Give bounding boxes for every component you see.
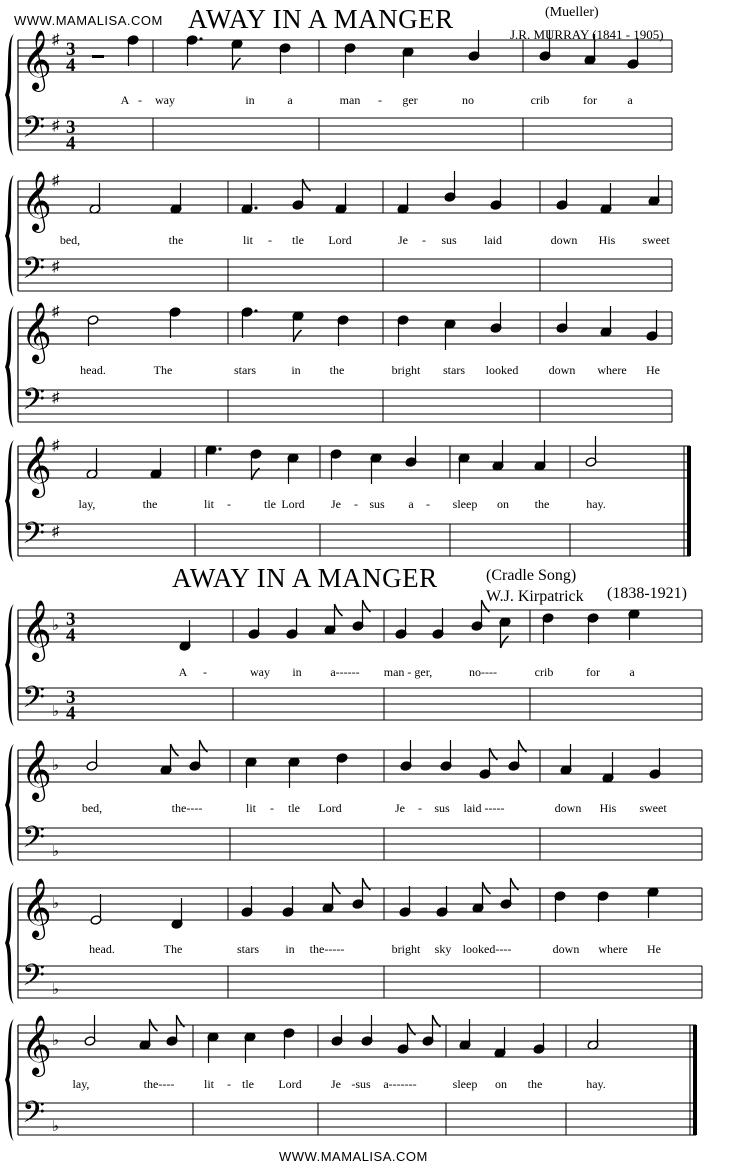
system-1-lyric-syllable: a xyxy=(287,93,293,107)
system-4-note-1 xyxy=(86,448,98,479)
system-8-note-9 xyxy=(397,1023,415,1054)
system-2-lyric-syllable: sweet xyxy=(642,233,670,247)
system-2-treble-clef: 𝄞 xyxy=(21,173,52,230)
system-4-lyric-syllable: Lord xyxy=(281,497,305,511)
system-5-note-9 xyxy=(499,617,511,648)
system-2-note-5 xyxy=(335,183,347,214)
system-7-note-4 xyxy=(282,886,294,917)
system-2-note-9 xyxy=(556,179,568,210)
system-8-lyric-syllable: tle xyxy=(242,1077,254,1091)
system-6-lyric-syllable: His xyxy=(599,801,617,815)
system-6-lyric-syllable: tle xyxy=(288,801,300,815)
system-7-note-9 xyxy=(472,882,490,913)
system-8-brace xyxy=(5,1019,14,1141)
system-8-lyric-syllable: lay, xyxy=(72,1077,90,1091)
system-4-note-4 xyxy=(250,449,262,480)
system-1-lyric-syllable: no xyxy=(462,93,474,107)
system-1-note-6 xyxy=(402,47,414,78)
system-3-note-6 xyxy=(397,315,409,346)
system-2-lyric-syllable: the xyxy=(168,233,184,247)
system-4-note-3 xyxy=(205,445,222,476)
system-6-lyric-syllable: - xyxy=(418,801,422,815)
system-4-note-9 xyxy=(458,453,470,484)
system-5-bass-time-signature-top: 3 xyxy=(66,687,76,708)
system-8-lyric-syllable: a------- xyxy=(383,1077,417,1091)
system-6-note-12 xyxy=(602,752,614,783)
system-5-note-11 xyxy=(587,613,599,644)
system-5-bass-key-signature: ♭ xyxy=(52,704,60,720)
system-7-note-3 xyxy=(241,886,253,917)
system-8-note-4 xyxy=(207,1032,219,1063)
system-2-bass-clef: 𝄢 xyxy=(22,252,46,292)
system-5-note-4 xyxy=(324,604,342,635)
system-2-note-3 xyxy=(241,183,258,214)
system-3-note-4 xyxy=(292,311,304,342)
system-7-lyric-syllable: The xyxy=(163,942,183,956)
system-4-lyric-syllable: - xyxy=(354,497,358,511)
system-3-note-5 xyxy=(337,315,349,346)
system-2-note-2 xyxy=(170,183,182,214)
system-7-note-5 xyxy=(322,882,340,913)
system-7-note-2 xyxy=(171,898,183,929)
system-8-note-6 xyxy=(283,1028,295,1059)
system-3-lyric-syllable: He xyxy=(646,363,660,377)
note-dot xyxy=(254,309,257,312)
system-7-note-8 xyxy=(436,886,448,917)
system-7-lyric-syllable: looked---- xyxy=(462,942,512,956)
system-6-note-8 xyxy=(440,740,452,771)
system-1-note-5 xyxy=(344,43,356,74)
system-4-treble-key-signature: ♯ xyxy=(52,438,60,454)
song-2-tune: (Cradle Song) xyxy=(486,567,577,584)
system-3-lyric-syllable: where xyxy=(597,363,627,377)
system-4-lyric-syllable: a xyxy=(408,497,414,511)
system-6-treble-clef: 𝄞 xyxy=(21,742,52,799)
system-5-note-2 xyxy=(248,608,260,639)
system-2-lyric-syllable: lit xyxy=(242,233,254,247)
system-1-bass-clef: 𝄢 xyxy=(22,111,46,151)
system-4-note-8 xyxy=(405,436,417,467)
system-6-lyric-syllable: sweet xyxy=(639,801,667,815)
system-5-lyric-syllable: for xyxy=(586,665,600,679)
system-5-treble-time-signature-top: 3 xyxy=(66,609,76,630)
system-5-note-5 xyxy=(352,600,370,631)
system-1-treble-time-signature-bottom: 4 xyxy=(66,55,76,76)
system-4-note-11 xyxy=(534,440,546,471)
system-4-lyric-syllable: sleep xyxy=(452,497,478,511)
system-6-treble-key-signature: ♭ xyxy=(52,758,60,774)
system-1-lyric-syllable: for xyxy=(583,93,597,107)
system-1-lyric-syllable: - xyxy=(138,93,142,107)
song-2-years: (1838-1921) xyxy=(607,585,687,602)
system-4-note-2 xyxy=(150,448,162,479)
system-1-bass-key-signature: ♯ xyxy=(52,118,60,134)
system-1-treble-time-signature-top: 3 xyxy=(66,39,76,60)
system-6-lyric-syllable: down xyxy=(554,801,582,815)
system-3-bass-clef: 𝄢 xyxy=(22,383,46,423)
system-8-lyric-syllable: Je xyxy=(331,1077,341,1091)
system-5-treble-clef: 𝄞 xyxy=(21,602,52,659)
system-2-lyric-syllable: - xyxy=(422,233,426,247)
site-url-bottom[interactable]: WWW.MAMALISA.COM xyxy=(279,1149,428,1164)
system-7-lyric-syllable: bright xyxy=(391,942,421,956)
system-5-lyric-syllable: A xyxy=(178,665,188,679)
system-2-note-10 xyxy=(600,183,612,214)
system-6-note-6 xyxy=(336,753,348,784)
system-8-lyric-syllable: the xyxy=(527,1077,543,1091)
system-3-note-1 xyxy=(87,315,99,346)
system-8-lyric-syllable: - xyxy=(227,1077,231,1091)
system-2-lyric-syllable: laid xyxy=(484,233,502,247)
system-8-lyric-syllable: hay. xyxy=(586,1077,606,1091)
system-7-lyric-syllable: down xyxy=(552,942,580,956)
system-5-note-6 xyxy=(395,608,407,639)
system-1-bass-time-signature-bottom: 4 xyxy=(66,133,76,154)
system-6-note-10 xyxy=(508,740,526,771)
system-3-treble-key-signature: ♯ xyxy=(52,304,60,320)
system-1-brace xyxy=(5,34,14,156)
system-7-note-7 xyxy=(399,886,411,917)
system-7-lyric-syllable: where xyxy=(598,942,628,956)
system-4-bass-key-signature: ♯ xyxy=(52,524,60,540)
system-5-treble-time-signature-bottom: 4 xyxy=(66,625,76,646)
system-1-lyric-syllable: way xyxy=(155,93,175,107)
system-7-lyric-syllable: head. xyxy=(89,942,115,956)
system-8-bass-clef: 𝄢 xyxy=(22,1096,46,1136)
system-4-lyric-syllable: lit xyxy=(203,497,215,511)
system-5-note-12 xyxy=(628,609,640,640)
system-2-lyric-syllable: tle xyxy=(292,233,304,247)
system-1-lyric-syllable: - xyxy=(378,93,382,107)
system-1-note-2 xyxy=(186,35,203,66)
system-3-lyric-syllable: the xyxy=(329,363,345,377)
system-8-bass-key-signature: ♭ xyxy=(52,1119,60,1135)
system-8-note-12 xyxy=(494,1027,506,1058)
system-8-note-11 xyxy=(459,1019,471,1050)
system-7-lyric-syllable: stars xyxy=(237,942,259,956)
system-8-final-thick-barline xyxy=(693,1025,697,1135)
system-7-bass-key-signature: ♭ xyxy=(52,982,60,998)
system-7-treble-key-signature: ♭ xyxy=(52,896,60,912)
system-8-treble-clef: 𝄞 xyxy=(21,1017,52,1074)
system-5-lyric-syllable: crib xyxy=(534,665,554,679)
system-6-lyric-syllable: - xyxy=(270,801,274,815)
system-4-lyric-syllable: on xyxy=(497,497,509,511)
system-4-note-7 xyxy=(370,453,382,484)
system-2-note-11 xyxy=(648,175,660,206)
system-4-note-6 xyxy=(330,449,342,480)
system-6-note-3 xyxy=(189,740,207,771)
system-1-note-1 xyxy=(127,35,139,66)
system-5-bass-clef: 𝄢 xyxy=(22,681,46,721)
system-3-brace xyxy=(5,306,14,428)
system-1-lyric-syllable: in xyxy=(245,93,255,107)
system-3-treble-clef: 𝄞 xyxy=(21,304,52,361)
system-1-note-10 xyxy=(627,38,639,69)
system-7-lyric-syllable: in xyxy=(285,942,295,956)
system-6-lyric-syllable: laid ----- xyxy=(463,801,505,815)
system-2-note-4 xyxy=(292,179,310,210)
system-5-note-1 xyxy=(179,620,191,651)
system-7-note-1 xyxy=(90,894,102,925)
system-6-note-11 xyxy=(560,744,572,775)
system-1-lyric-syllable: man xyxy=(339,93,361,107)
system-2-lyric-syllable: Je xyxy=(398,233,408,247)
system-1-lyric-syllable: A xyxy=(120,93,130,107)
system-4-final-thick-barline xyxy=(687,446,691,556)
note-dot xyxy=(254,206,257,209)
system-3-note-9 xyxy=(556,302,568,333)
system-1-note-3 xyxy=(231,39,243,70)
system-4-brace xyxy=(5,440,14,562)
system-7-note-10 xyxy=(500,878,518,909)
system-4-lyric-syllable: the xyxy=(142,497,158,511)
system-5-lyric-syllable: a------ xyxy=(330,665,360,679)
system-8-lyric-syllable: the---- xyxy=(143,1077,175,1091)
system-7-brace xyxy=(5,882,14,1004)
system-6-lyric-syllable: lit xyxy=(245,801,257,815)
system-7-note-6 xyxy=(352,878,370,909)
system-3-note-7 xyxy=(444,319,456,350)
system-3-lyric-syllable: looked xyxy=(485,363,519,377)
system-1-note-7 xyxy=(468,30,480,61)
note-dot xyxy=(199,37,202,40)
system-7-bass-clef: 𝄢 xyxy=(22,959,46,999)
system-3-lyric-syllable: stars xyxy=(234,363,256,377)
system-5-lyric-syllable: way xyxy=(250,665,270,679)
system-5-treble-key-signature: ♭ xyxy=(52,618,60,634)
system-4-lyric-syllable: sus xyxy=(369,497,385,511)
system-5-note-3 xyxy=(286,608,298,639)
system-2-brace xyxy=(5,175,14,297)
note-dot xyxy=(218,447,221,450)
system-6-brace xyxy=(5,744,14,866)
system-1-lyric-syllable: ger xyxy=(402,93,418,107)
system-4-lyric-syllable: tle xyxy=(264,497,276,511)
system-2-lyric-syllable: bed, xyxy=(59,233,81,247)
system-5-lyric-syllable: no---- xyxy=(469,665,497,679)
system-7-note-13 xyxy=(647,887,659,918)
system-3-lyric-syllable: in xyxy=(291,363,301,377)
system-5-lyric-syllable: man - ger, xyxy=(383,665,433,679)
system-7-lyric-syllable: sky xyxy=(434,942,452,956)
system-2-note-6 xyxy=(397,183,409,214)
system-8-note-3 xyxy=(166,1015,184,1046)
system-8-note-10 xyxy=(422,1015,440,1046)
system-8-note-13 xyxy=(533,1023,545,1054)
system-8-lyric-syllable: Lord xyxy=(278,1077,302,1091)
system-6-lyric-syllable: bed, xyxy=(81,801,103,815)
system-4-lyric-syllable: Je xyxy=(331,497,341,511)
system-6-lyric-syllable: sus xyxy=(434,801,450,815)
system-8-note-1 xyxy=(84,1015,96,1046)
system-1-half-rest xyxy=(92,55,104,58)
system-4-note-10 xyxy=(492,440,504,471)
system-8-treble-key-signature: ♭ xyxy=(52,1033,60,1049)
system-6-note-2 xyxy=(160,744,178,775)
system-1-note-9 xyxy=(584,34,596,65)
system-8-lyric-syllable: lit xyxy=(203,1077,215,1091)
system-6-lyric-syllable: the---- xyxy=(171,801,203,815)
song-1-composer: J.R. MURRAY (1841 - 1905) xyxy=(510,27,664,42)
system-4-note-5 xyxy=(287,453,299,484)
system-6-note-9 xyxy=(479,748,497,779)
system-4-lyric-syllable: - xyxy=(227,497,231,511)
system-5-lyric-syllable: in xyxy=(292,665,302,679)
system-2-lyric-syllable: His xyxy=(598,233,616,247)
system-7-note-12 xyxy=(597,891,609,922)
system-2-treble-key-signature: ♯ xyxy=(52,173,60,189)
system-6-bass-clef: 𝄢 xyxy=(22,821,46,861)
system-2-lyric-syllable: - xyxy=(268,233,272,247)
system-2-note-7 xyxy=(444,171,456,202)
system-3-note-10 xyxy=(600,306,612,337)
system-4-lyric-syllable: the xyxy=(534,497,550,511)
system-3-lyric-syllable: stars xyxy=(443,363,465,377)
system-6-note-5 xyxy=(288,757,300,788)
song-2-composer: W.J. Kirpatrick xyxy=(486,588,584,605)
system-7-lyric-syllable: the----- xyxy=(309,942,345,956)
system-6-lyric-syllable: Je xyxy=(395,801,405,815)
system-4-lyric-syllable: hay. xyxy=(586,497,606,511)
system-6-note-7 xyxy=(400,740,412,771)
system-3-note-8 xyxy=(490,302,502,333)
site-url-top[interactable]: WWW.MAMALISA.COM xyxy=(14,13,163,28)
song-1-tune: (Mueller) xyxy=(545,5,599,20)
system-3-lyric-syllable: bright xyxy=(391,363,421,377)
system-7-lyric-syllable: He xyxy=(647,942,661,956)
system-4-bass-clef: 𝄢 xyxy=(22,517,46,557)
system-8-note-14 xyxy=(587,1019,599,1050)
system-8-lyric-syllable: on xyxy=(495,1077,507,1091)
system-8-lyric-syllable: -sus xyxy=(351,1077,371,1091)
system-1-bass-time-signature-top: 3 xyxy=(66,117,76,138)
system-3-lyric-syllable: down xyxy=(548,363,576,377)
system-2-lyric-syllable: Lord xyxy=(328,233,352,247)
system-2-note-8 xyxy=(490,179,502,210)
system-5-bass-time-signature-bottom: 4 xyxy=(66,703,76,724)
system-5-lyric-syllable: - xyxy=(203,665,207,679)
system-5-lyric-syllable: a xyxy=(629,665,635,679)
system-3-note-2 xyxy=(169,307,181,338)
song-1-title: AWAY IN A MANGER xyxy=(188,4,454,34)
system-5-note-10 xyxy=(542,613,554,644)
system-1-treble-key-signature: ♯ xyxy=(52,32,60,48)
system-1-note-4 xyxy=(279,43,291,74)
system-8-note-5 xyxy=(244,1032,256,1063)
system-6-lyric-syllable: Lord xyxy=(318,801,342,815)
system-6-bass-key-signature: ♭ xyxy=(52,844,60,860)
system-7-note-11 xyxy=(554,891,566,922)
system-5-brace xyxy=(5,604,14,726)
system-5-note-7 xyxy=(432,608,444,639)
song-2-title: AWAY IN A MANGER xyxy=(172,563,438,593)
system-4-treble-clef: 𝄞 xyxy=(21,438,52,495)
system-3-note-11 xyxy=(646,310,658,341)
system-7-treble-clef: 𝄞 xyxy=(21,880,52,937)
system-3-lyric-syllable: The xyxy=(153,363,173,377)
system-8-note-2 xyxy=(139,1019,157,1050)
system-4-lyric-syllable: - xyxy=(426,497,430,511)
system-2-lyric-syllable: sus xyxy=(441,233,457,247)
system-3-note-3 xyxy=(241,307,258,338)
system-6-note-13 xyxy=(649,748,661,779)
system-6-note-4 xyxy=(245,757,257,788)
system-5-note-8 xyxy=(471,600,489,631)
system-3-lyric-syllable: head. xyxy=(80,363,106,377)
system-1-note-8 xyxy=(539,30,551,61)
system-1-treble-clef: 𝄞 xyxy=(21,32,52,89)
system-8-note-8 xyxy=(361,1015,373,1046)
system-8-lyric-syllable: sleep xyxy=(452,1077,478,1091)
system-2-lyric-syllable: down xyxy=(550,233,578,247)
system-3-bass-key-signature: ♯ xyxy=(52,390,60,406)
system-2-bass-key-signature: ♯ xyxy=(52,259,60,275)
system-2-note-1 xyxy=(89,183,101,214)
system-1-lyric-syllable: a xyxy=(627,93,633,107)
system-4-note-12 xyxy=(585,436,597,467)
system-4-lyric-syllable: lay, xyxy=(78,497,96,511)
system-6-note-1 xyxy=(86,740,98,771)
system-8-note-7 xyxy=(331,1015,343,1046)
system-1-lyric-syllable: crib xyxy=(530,93,550,107)
